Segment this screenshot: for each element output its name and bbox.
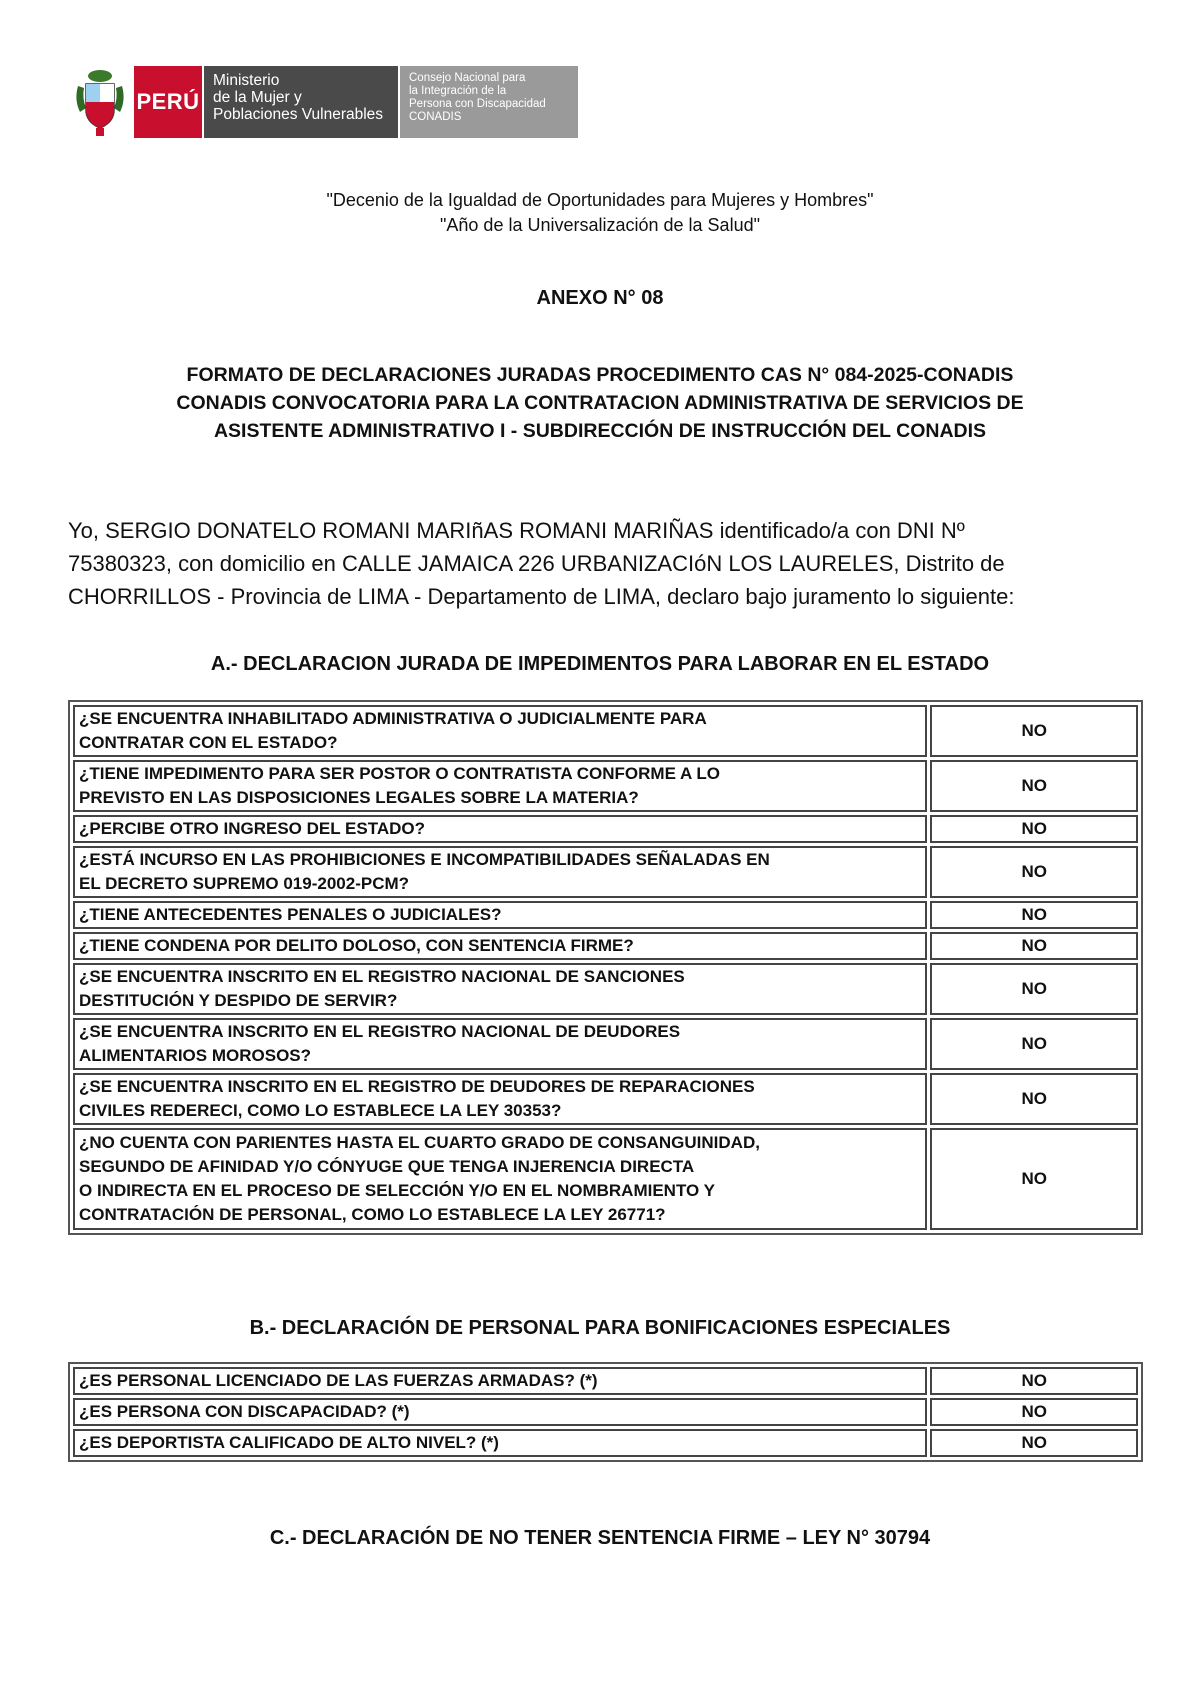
- section-b-title: B.- DECLARACIÓN DE PERSONAL PARA BONIFICACIONES ESPECIALES: [249, 1317, 951, 1339]
- answer-cell: NO: [930, 1429, 1138, 1457]
- question-text: DESTITUCIÓN Y DESPIDO DE SERVIR?: [79, 991, 398, 1010]
- section-c-title: C.- DECLARACIÓN DE NO TENER SENTENCIA FIRME – LEY N° 30794: [269, 1527, 931, 1549]
- council-line-1: Consejo Nacional para: [409, 72, 526, 84]
- question-text: CIVILES REDERECI, COMO LO ESTABLECE LA LEY 30353?: [79, 1101, 562, 1120]
- answer-cell: NO: [930, 932, 1138, 960]
- coat-of-arms-icon: [72, 66, 128, 138]
- section-a-title: A.- DECLARACION JURADA DE IMPEDIMENTOS PARA LABORAR EN EL ESTADO: [210, 653, 990, 675]
- question-text: SEGUNDO DE AFINIDAD Y/O CÓNYUGE QUE TENGA INJERENCIA DIRECTA: [79, 1157, 695, 1176]
- table-row: [73, 1128, 1138, 1230]
- question-text: ¿TIENE IMPEDIMENTO PARA SER POSTOR O CONTRATISTA CONFORME A LO: [79, 764, 720, 783]
- declaration-line-1: Yo, SERGIO DONATELO ROMANI MARIñAS ROMANI MARIÑAS identificado/a con DNI Nº: [68, 518, 965, 543]
- table-row: [73, 846, 1138, 898]
- question-text: O INDIRECTA EN EL PROCESO DE SELECCIÓN Y/O EN EL NOMBRAMIENTO Y: [79, 1181, 716, 1200]
- question-cell: [73, 1429, 927, 1457]
- question-text: ¿SE ENCUENTRA INSCRITO EN EL REGISTRO NACIONAL DE SANCIONES: [79, 967, 685, 986]
- question-text: ¿SE ENCUENTRA INHABILITADO ADMINISTRATIVA O JUDICIALMENTE PARA: [79, 709, 707, 728]
- peru-label: PERÚ: [136, 89, 200, 114]
- question-text: ¿NO CUENTA CON PARIENTES HASTA EL CUARTO GRADO DE CONSANGUINIDAD,: [79, 1133, 760, 1152]
- ministry-box: [202, 66, 398, 138]
- question-cell: [73, 963, 927, 1015]
- answer-cell: NO: [930, 815, 1138, 843]
- table-row: [73, 705, 1138, 757]
- answer-cell: NO: [930, 846, 1138, 898]
- question-cell: [73, 932, 927, 960]
- declaration-paragraph: [68, 514, 1138, 613]
- annex-title: ANEXO N° 08: [536, 287, 664, 309]
- question-cell: [73, 705, 927, 757]
- table-row: [73, 1398, 1138, 1426]
- table-row: [73, 901, 1138, 929]
- question-text: ¿TIENE ANTECEDENTES PENALES O JUDICIALES?: [79, 905, 502, 924]
- answer-cell: NO: [930, 963, 1138, 1015]
- answer-cell: NO: [930, 1367, 1138, 1395]
- answer-cell: NO: [930, 901, 1138, 929]
- table-row: [73, 1073, 1138, 1125]
- declaration-line-3: CHORRILLOS - Provincia de LIMA - Departamento de LIMA, declaro bajo juramento lo siguiente:: [68, 584, 1015, 609]
- question-cell: [73, 1018, 927, 1070]
- council-box: [398, 66, 578, 138]
- table-row: [73, 1429, 1138, 1457]
- motto-line-1: "Decenio de la Igualdad de Oportunidades para Mujeres y Hombres": [326, 190, 874, 210]
- ministry-line-1: Ministerio: [213, 72, 280, 89]
- question-cell: [73, 846, 927, 898]
- answer-cell: NO: [930, 1073, 1138, 1125]
- table-row: [73, 932, 1138, 960]
- question-text: CONTRATACIÓN DE PERSONAL, COMO LO ESTABLECE LA LEY 26771?: [79, 1205, 666, 1224]
- declaration-line-2: 75380323, con domicilio en CALLE JAMAICA 226 URBANIZACIóN LOS LAURELES, Distrito de: [68, 551, 1005, 576]
- question-cell: [73, 760, 927, 812]
- answer-cell: NO: [930, 705, 1138, 757]
- motto-line-2: "Año de la Universalización de la Salud": [440, 215, 760, 235]
- form-title-line-2: CONADIS CONVOCATORIA PARA LA CONTRATACION ADMINISTRATIVA DE SERVICIOS DE: [176, 392, 1024, 414]
- question-cell: [73, 1128, 927, 1230]
- question-text: ¿PERCIBE OTRO INGRESO DEL ESTADO?: [79, 819, 426, 838]
- form-title: [0, 361, 1200, 445]
- peru-brand-box: [134, 66, 202, 138]
- council-line-4: CONADIS: [409, 111, 462, 123]
- question-text: CONTRATAR CON EL ESTADO?: [79, 733, 338, 752]
- question-text: PREVISTO EN LAS DISPOSICIONES LEGALES SOBRE LA MATERIA?: [79, 788, 639, 807]
- question-text: ¿SE ENCUENTRA INSCRITO EN EL REGISTRO NACIONAL DE DEUDORES: [79, 1022, 681, 1041]
- table-row: [73, 1018, 1138, 1070]
- table-row: [73, 760, 1138, 812]
- ministry-line-3: Poblaciones Vulnerables: [213, 106, 384, 123]
- answer-cell: NO: [930, 1128, 1138, 1230]
- answer-cell: NO: [930, 1398, 1138, 1426]
- section-b-table: [68, 1362, 1143, 1462]
- section-a-table: [68, 700, 1143, 1235]
- question-cell: [73, 1398, 927, 1426]
- question-cell: [73, 815, 927, 843]
- question-text: ¿ES DEPORTISTA CALIFICADO DE ALTO NIVEL? (*): [79, 1433, 499, 1452]
- question-text: ¿ES PERSONAL LICENCIADO DE LAS FUERZAS ARMADAS? (*): [79, 1371, 598, 1390]
- question-cell: [73, 1367, 927, 1395]
- council-line-2: la Integración de la: [409, 85, 507, 97]
- question-cell: [73, 901, 927, 929]
- form-title-line-3: ASISTENTE ADMINISTRATIVO I - SUBDIRECCIÓN DE INSTRUCCIÓN DEL CONADIS: [213, 420, 987, 442]
- answer-cell: NO: [930, 1018, 1138, 1070]
- council-line-3: Persona con Discapacidad: [409, 98, 546, 110]
- question-cell: [73, 1073, 927, 1125]
- question-text: EL DECRETO SUPREMO 019-2002-PCM?: [79, 874, 410, 893]
- header-logo-banner: [72, 66, 578, 138]
- answer-cell: NO: [930, 760, 1138, 812]
- form-title-line-1: FORMATO DE DECLARACIONES JURADAS PROCEDIMENTO CAS N° 084-2025-CONADIS: [186, 364, 1014, 386]
- question-text: ¿TIENE CONDENA POR DELITO DOLOSO, CON SENTENCIA FIRME?: [79, 936, 634, 955]
- question-text: ¿ES PERSONA CON DISCAPACIDAD? (*): [79, 1402, 410, 1421]
- question-text: ALIMENTARIOS MOROSOS?: [79, 1046, 312, 1065]
- table-row: [73, 815, 1138, 843]
- ministry-line-2: de la Mujer y: [213, 89, 302, 106]
- question-text: ¿ESTÁ INCURSO EN LAS PROHIBICIONES E INCOMPATIBILIDADES SEÑALADAS EN: [79, 850, 770, 869]
- table-row: [73, 963, 1138, 1015]
- table-row: [73, 1367, 1138, 1395]
- question-text: ¿SE ENCUENTRA INSCRITO EN EL REGISTRO DE DEUDORES DE REPARACIONES: [79, 1077, 755, 1096]
